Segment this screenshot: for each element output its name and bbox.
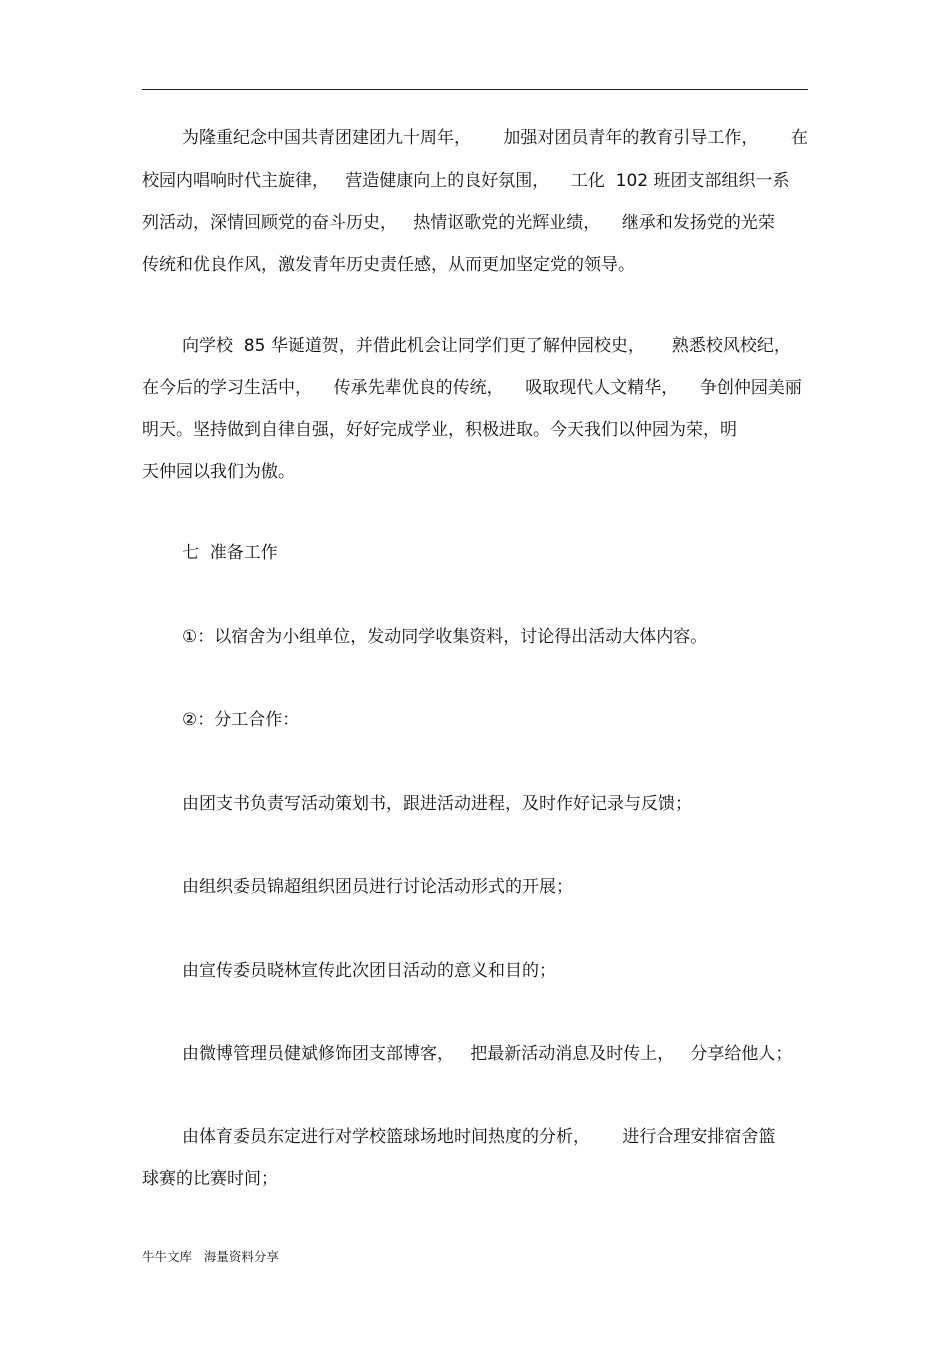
footer-text: 牛牛文库 海量资料分享 — [142, 1249, 279, 1264]
task-line-3: 由宣传委员晓林宣传此次团日活动的意义和目的； — [182, 961, 556, 981]
header-rule — [142, 89, 808, 90]
paragraph2-line-4: 天仲园以我们为傲。 — [142, 462, 295, 482]
task-line-1: 由团支书负责写活动策划书，跟进活动进程，及时作好记录与反馈； — [182, 794, 692, 814]
section-heading: 七 准备工作 — [182, 543, 278, 563]
paragraph1-line-4: 传统和优良作风，激发青年历史责任感，从而更加坚定党的领导。 — [142, 255, 635, 275]
task-line-5b: 球赛的比赛时间； — [142, 1169, 278, 1189]
list-item-2: ②：分工合作： — [182, 710, 300, 730]
task-line-5a: 由体育委员东定进行对学校篮球场地时间热度的分析， 进行合理安排宿舍篮 — [182, 1127, 776, 1147]
paragraph1-line-2: 校园内唱响时代主旋律， 营造健康向上的良好氛围， 工化 102 班团支部组织一系 — [142, 171, 790, 191]
paragraph2-line-2: 在今后的学习生活中， 传承先辈优良的传统， 吸取现代人文精华， 争创仲园美丽 — [142, 378, 802, 398]
paragraph2-line-1: 向学校 85 华诞道贺，并借此机会让同学们更了解仲园校史， 熟悉校风校纪， — [182, 336, 791, 356]
list-item-1: ①：以宿舍为小组单位，发动同学收集资料，讨论得出活动大体内容。 — [182, 627, 708, 647]
paragraph2-line-3: 明天。坚持做到自律自强，好好完成学业，积极进取。今天我们以仲园为荣，明 — [142, 420, 737, 440]
paragraph1-line-1: 为隆重纪念中国共青团建团九十周年， 加强对团员青年的教育引导工作， 在 — [182, 128, 808, 148]
task-line-4: 由微博管理员健斌修饰团支部博客， 把最新活动消息及时传上， 分享给他人； — [182, 1044, 793, 1064]
paragraph1-line-3: 列活动，深情回顾党的奋斗历史， 热情讴歌党的光辉业绩， 继承和发扬党的光荣 — [142, 213, 775, 233]
task-line-2: 由组织委员锦超组织团员进行讨论活动形式的开展； — [182, 877, 573, 897]
